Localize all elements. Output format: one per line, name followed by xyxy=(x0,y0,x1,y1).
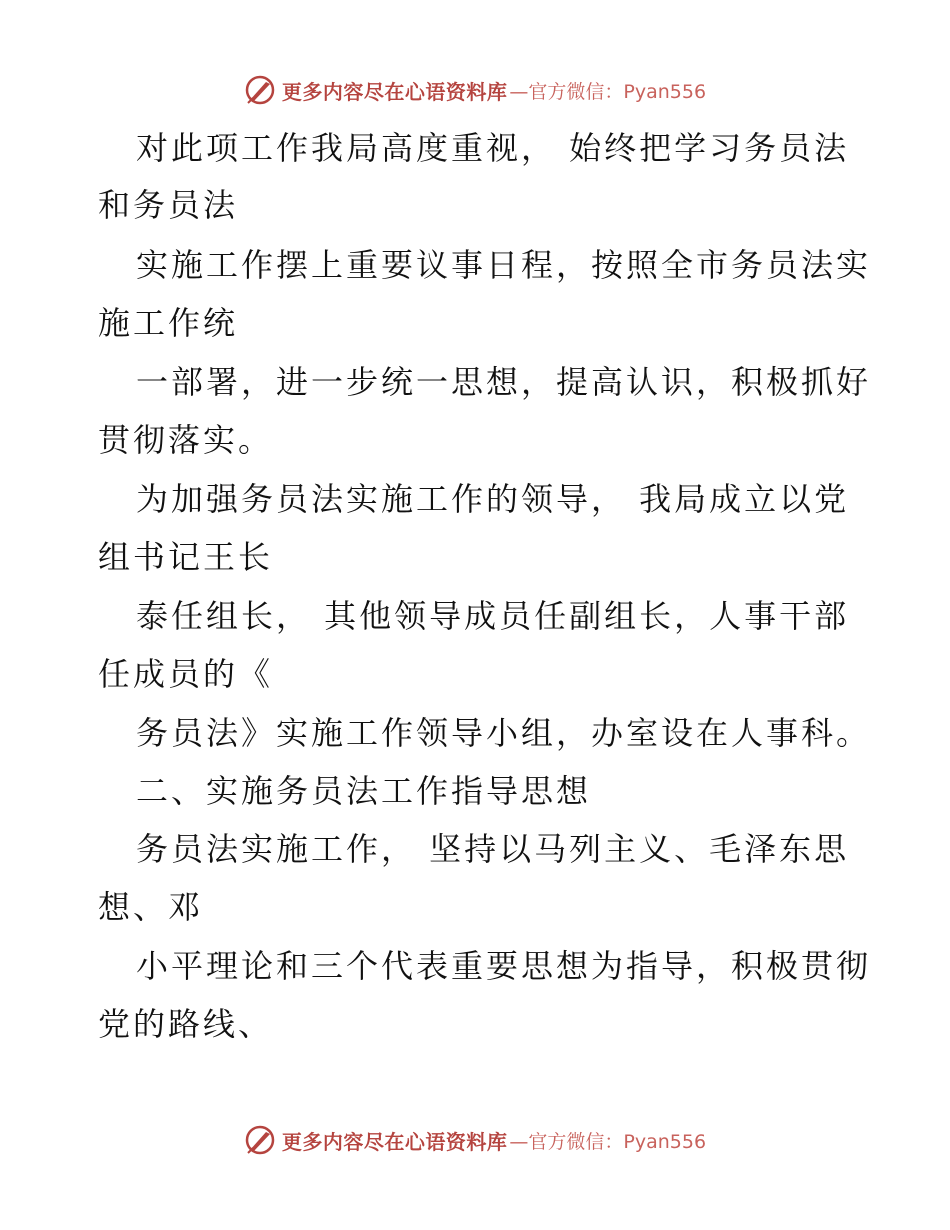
paragraph-1-line-2: 和务员法 xyxy=(98,186,239,224)
paragraph-1-line-1: 对此项工作我局高度重视， 始终把学习务员法 xyxy=(136,129,850,167)
paragraph-2-line-2: 施工作统 xyxy=(98,304,239,342)
paragraph-9-line-2: 党的路线、 xyxy=(98,1005,274,1043)
paragraph-3-line-2: 贯彻落实。 xyxy=(98,421,274,459)
paragraph-4-line-1: 为加强务员法实施工作的领导， 我局成立以党 xyxy=(136,480,850,518)
footer-watermark-banner xyxy=(0,1120,950,1160)
paragraph-5-line-1: 泰任组长， 其他领导成员任副组长，人事干部 xyxy=(136,597,850,635)
paragraph-6-line-1: 务员法》实施工作领导小组，办室设在人事科。 xyxy=(136,714,872,752)
banner-sub-text: —官方微信：Pyan556 xyxy=(509,1130,707,1153)
paragraph-3-line-1: 一部署，进一步统一思想，提高认识，积极抓好 xyxy=(136,363,872,401)
section-heading: 二、实施务员法工作指导思想 xyxy=(136,772,592,810)
banner-main-text: 更多内容尽在心语资料库 xyxy=(281,1129,508,1154)
paragraph-5-line-2: 任成员的《 xyxy=(98,655,274,693)
quill-pen-logo-icon xyxy=(244,1124,276,1156)
paragraph-8-line-1: 务员法实施工作， 坚持以马列主义、毛泽东思 xyxy=(136,830,850,868)
paragraph-2-line-1: 实施工作摆上重要议事日程，按照全市务员法实 xyxy=(136,246,872,284)
banner-sub-text: —官方微信：Pyan556 xyxy=(509,80,707,103)
paragraph-8-line-2: 想、邓 xyxy=(98,888,204,926)
banner-main-text: 更多内容尽在心语资料库 xyxy=(281,79,508,104)
paragraph-9-line-1: 小平理论和三个代表重要思想为指导，积极贯彻 xyxy=(136,947,872,985)
paragraph-4-line-2: 组书记王长 xyxy=(98,538,274,576)
